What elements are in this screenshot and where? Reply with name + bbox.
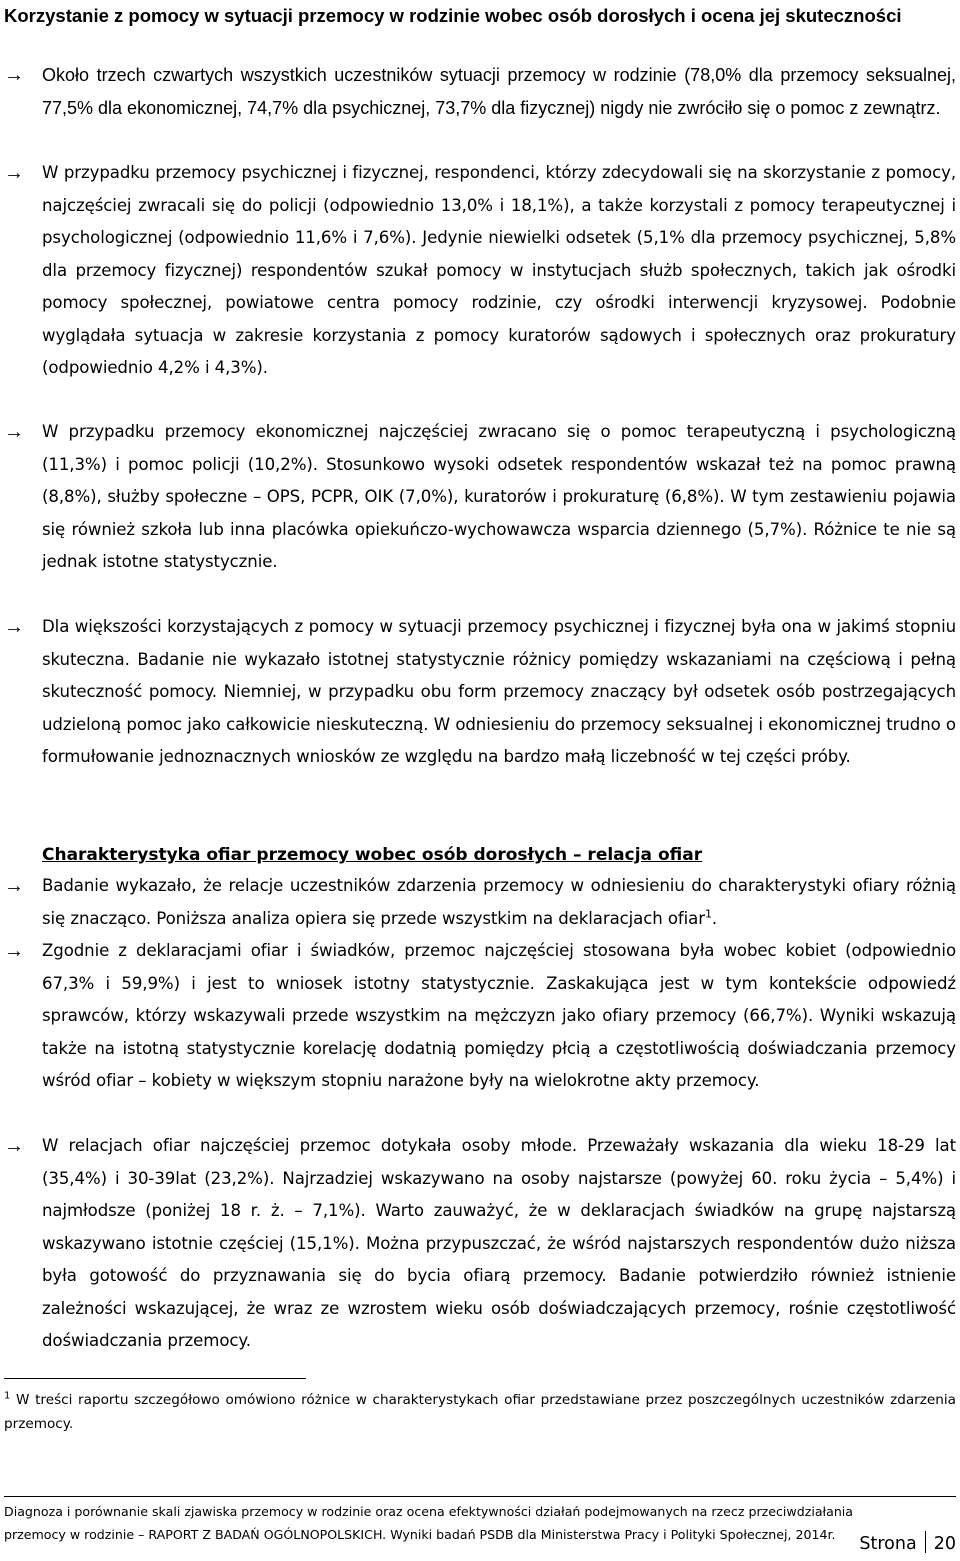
arrow-icon: → [4, 875, 24, 897]
footnote-divider [4, 1378, 306, 1379]
bullet-paragraph: W przypadku przemocy psychicznej i fizycznej, respondenci, którzy zdecydowali się na skorzystanie z pomocy, najczęściej zwracali się do policji (odpowiednio 13,0% i 18,1%), a także korzystali z pomocy terapeutycznej i psychologicznej (odpowiednio 11,6% i 7,6%). Jedynie niewielki odsetek (5,1% dla przemocy psychicznej, 5,8% dla przemocy fizycznej) respondentów szukał pomocy w instytucjach służb społecznych, takich jak ośrodki pomocy społecznej, powiatowe centra pomocy rodzinie, czy ośrodki interwencji kryzysowej. Podobnie wyglądała sytuacja w zakresie korzystania z pomocy kuratorów sądowych i społecznych oraz prokuratury (odpowiednio 4,2% i 4,3%). [42, 163, 956, 377]
arrow-icon: → [4, 940, 24, 962]
footnote-marker: 1 [4, 1390, 11, 1402]
page-number [859, 1530, 956, 1558]
page-number-separator [925, 1531, 926, 1553]
footnote [4, 1388, 956, 1436]
arrow-icon: → [4, 64, 24, 86]
subsection-title: Charakterystyka ofiar przemocy wobec osób dorosłych – relacja ofiar [42, 845, 703, 865]
section-title: Korzystanie z pomocy w sytuacji przemocy w rodzinie wobec osób dorosłych i ocena jej skuteczności [4, 5, 902, 26]
footnote-text: W treści raportu szczegółowo omówiono różnice w charakterystykach ofiar przedstawiane przez poszczególnych uczestników zdarzenia przemocy. [4, 1392, 956, 1432]
bullet-text: Badanie wykazało, że relacje uczestników zdarzenia przemocy w odniesieniu do charakterystyki ofiary różnią się znacząco. Poniższa analiza opiera się przede wszystkim na deklaracjach ofiar [42, 876, 956, 928]
bullet-paragraph: Około trzech czwartych wszystkich uczestników sytuacji przemocy w rodzinie (78,0% dla przemocy seksualnej, 77,5% dla ekonomicznej, 74,7% dla psychicznej, 73,7% dla fizycznej) nigdy nie zwróciło się o pomoc z zewnątrz. [42, 65, 956, 118]
arrow-icon: → [4, 616, 24, 638]
page-number-value: 20 [933, 1534, 956, 1554]
footnote-reference[interactable]: 1 [704, 906, 712, 920]
footer-divider [4, 1496, 956, 1497]
bullet-paragraph: Zgodnie z deklaracjami ofiar i świadków, przemoc najczęściej stosowana była wobec kobiet (odpowiednio 67,3% i 59,9%) i jest to wniosek istotny statystycznie. Zaskakująca jest w tym kontekście odpowiedź sprawców, którzy wskazywali przede wszystkim na mężczyzn jako ofiary przemocy (66,7%). Wyniki wskazują także na istotną statystycznie korelację dodatnią pomiędzy płcią a częstotliwością doświadczania przemocy wśród ofiar – kobiety w większym stopniu narażone były na wielokrotne akty przemocy. [42, 941, 956, 1090]
bullet-paragraph: W przypadku przemocy ekonomicznej najczęściej zwracano się o pomoc terapeutyczną i psychologiczną (11,3%) i pomoc policji (10,2%). Stosunkowo wysoki odsetek respondentów wskazał też na pomoc prawną (8,8%), służby społeczne – OPS, PCPR, OIK (7,0%), kuratorów i prokuraturę (6,8%). W tym zestawieniu pojawia się również szkoła lub inna placówka opiekuńczo-wychowawcza wsparcia dziennego (5,7%). Różnice te nie są jednak istotne statystycznie. [42, 422, 956, 571]
page-footer [4, 1500, 956, 1546]
arrow-icon: → [4, 421, 24, 443]
arrow-icon: → [4, 1135, 24, 1157]
bullet-paragraph: W relacjach ofiar najczęściej przemoc dotykała osoby młode. Przeważały wskazania dla wieku 18-29 lat (35,4%) i 30-39lat (23,2%). Najrzadziej wskazywano na osoby najstarsze (powyżej 60. roku życia – 5,4%) i najmłodsze (poniżej 18 r. ż. – 7,1%). Warto zauważyć, że w deklaracjach świadków na grupę najstarszą wskazywano istotnie częściej (15,1%). Można przypuszczać, że wśród najstarszych respondentów dużo niższa była gotowość do przyznawania się do bycia ofiarą przemocy. Badanie potwierdziło również istnienie zależności wskazującej, że wraz ze wzrostem wieku osób doświadczających przemocy, rośnie częstotliwość doświadczania przemocy. [42, 1136, 956, 1350]
bullet-paragraph: Dla większości korzystających z pomocy w sytuacji przemocy psychicznej i fizycznej była ona w jakimś stopniu skuteczna. Badanie nie wykazało istotnej statystycznie różnicy pomiędzy wskazaniami na częściową i pełną skuteczność pomocy. Niemniej, w przypadku obu form przemocy znaczący był odsetek osób postrzegających udzieloną pomoc jako całkowicie nieskuteczną. W odniesieniu do przemocy seksualnej i ekonomicznej trudno o formułowanie jednoznacznych wniosków ze względu na bardzo małą liczebność w tej części próby. [42, 617, 956, 766]
bullet-paragraph [42, 870, 956, 935]
bullet-text-tail: . [711, 908, 718, 928]
page-number-label: Strona [859, 1534, 917, 1554]
footer-line: przemocy w rodzinie – RAPORT Z BADAŃ OGÓLNOPOLSKICH. Wyniki badań PSDB dla Ministerstwa Pracy i Polityki Społecznej, 2014r. [4, 1527, 836, 1542]
arrow-icon: → [4, 162, 24, 184]
footer-line: Diagnoza i porównanie skali zjawiska przemocy w rodzinie oraz ocena efektywności działań podejmowanych na rzecz przeciwdziałania [4, 1504, 854, 1519]
